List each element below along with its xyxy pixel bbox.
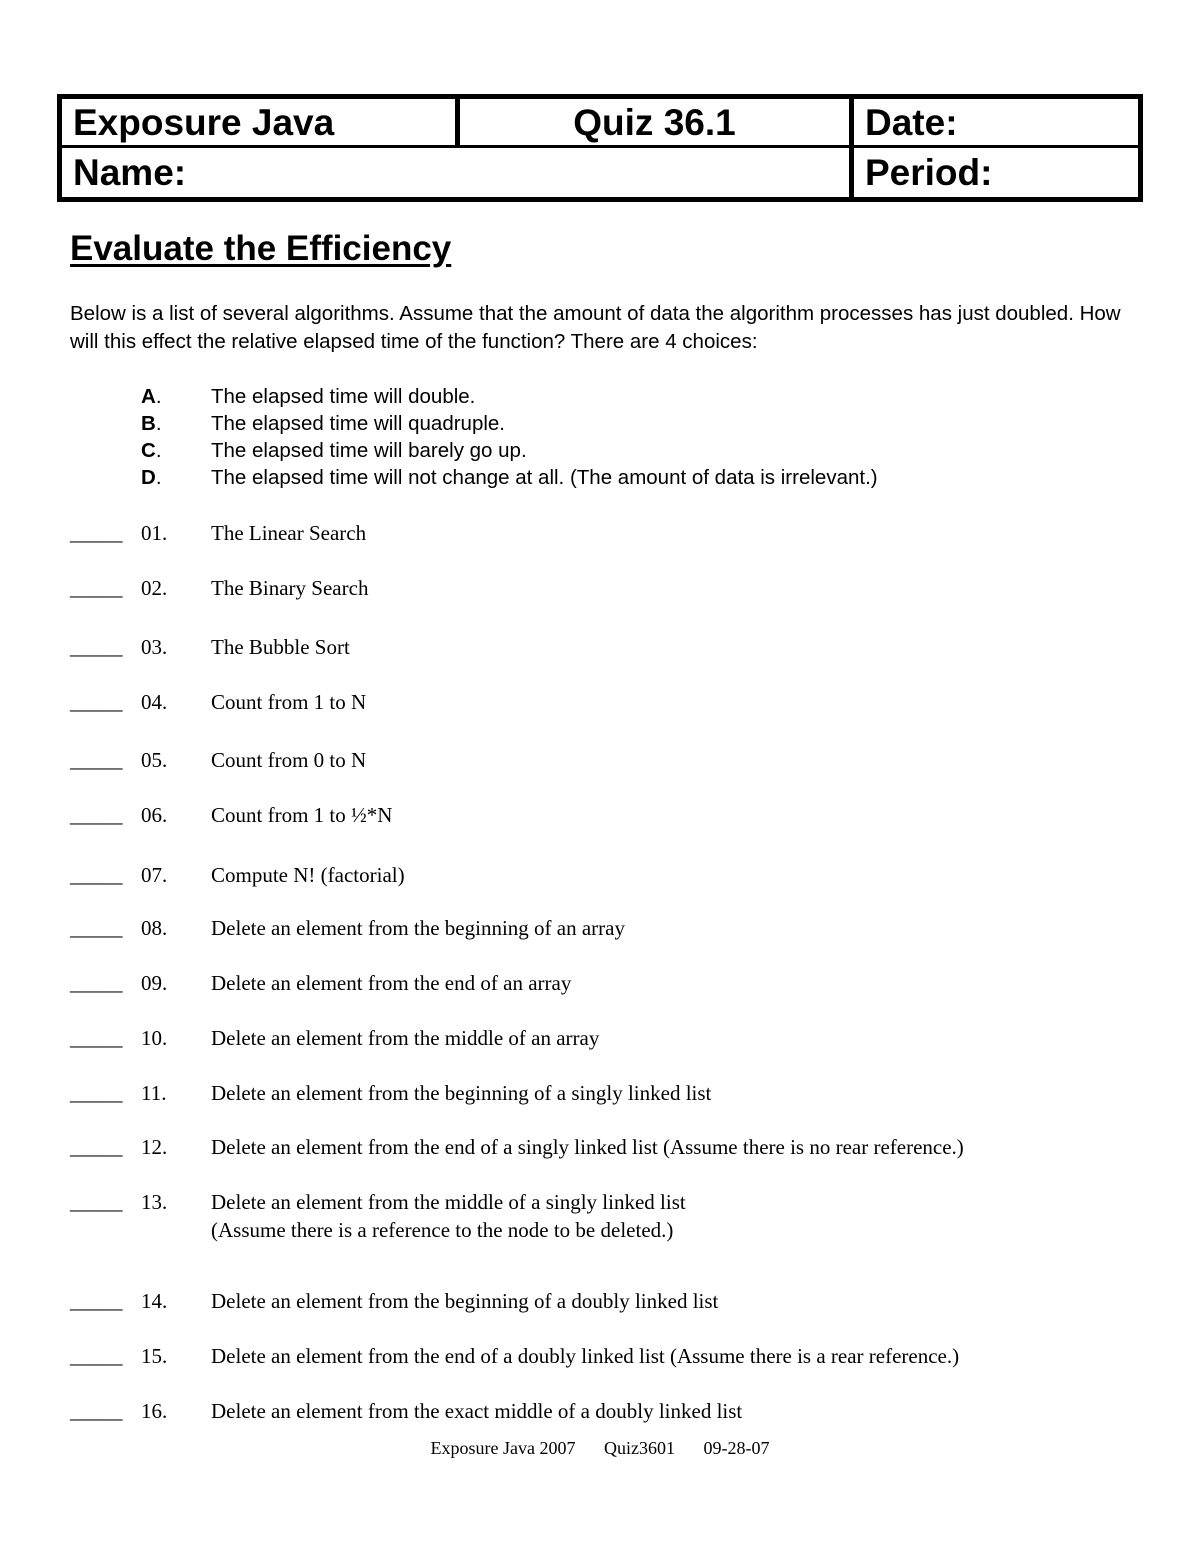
question-number: 06. [141,803,168,827]
question-text: Delete an element from the beginning of an array [211,916,625,940]
question-text: Delete an element from the middle of an array [211,1026,600,1050]
question-text: Compute N! (factorial) [211,863,405,887]
choice-text: The elapsed time will double. [211,385,476,408]
name-label: Name: [62,148,854,197]
choice-letter: C. [141,439,162,462]
question-text: The Linear Search [211,521,367,545]
question-number: 15. [141,1344,168,1368]
choice-text: The elapsed time will not change at all. (The amount of data is irrelevant.) [211,466,878,489]
question-number: 01. [141,521,168,545]
answer-blank[interactable]: _____ [70,1399,123,1423]
page-footer [0,1436,1200,1460]
answer-blank[interactable]: _____ [70,635,123,659]
answer-blank[interactable]: _____ [70,1081,123,1105]
question-text: Delete an element from the end of a doubly linked list (Assume there is a rear reference.) [211,1344,960,1368]
question-text: The Bubble Sort [211,635,350,659]
answer-blank[interactable]: _____ [70,1190,123,1214]
question-number: 09. [141,971,168,995]
question-text: Delete an element from the beginning of a doubly linked list [211,1289,719,1313]
choice-text: The elapsed time will barely go up. [211,439,527,462]
question-text: Count from 1 to N [211,690,367,714]
question-number: 05. [141,748,168,772]
answer-blank[interactable]: _____ [70,1344,123,1368]
question-number: 08. [141,916,168,940]
answer-blank[interactable]: _____ [70,971,123,995]
question-text: Delete an element from the exact middle of a doubly linked list [211,1399,743,1423]
question-number: 02. [141,576,168,600]
question-number: 13. [141,1190,168,1214]
answer-blank[interactable]: _____ [70,521,123,545]
question-text-note: (Assume there is a reference to the node to be deleted.) [211,1218,674,1242]
answer-blank[interactable]: _____ [70,1026,123,1050]
quiz-header-table [57,94,1143,202]
answer-blank[interactable]: _____ [70,576,123,600]
question-text: Count from 1 to ½*N [211,803,393,827]
footer-date: 09-28-07 [703,1438,770,1458]
question-number: 10. [141,1026,168,1050]
question-number: 04. [141,690,168,714]
choice-item [0,383,1100,410]
question-number: 03. [141,635,168,659]
question-text: Count from 0 to N [211,748,367,772]
choice-text: The elapsed time will quadruple. [211,412,505,435]
choice-letter: A. [141,385,162,408]
answer-blank[interactable]: _____ [70,803,123,827]
choice-item [0,464,1100,491]
question-number: 14. [141,1289,168,1313]
question-text: Delete an element from the middle of a singly linked list [211,1190,686,1214]
course-title: Exposure Java [62,99,460,148]
date-label: Date: [854,99,1138,148]
page-title: Evaluate the Efficiency [70,229,452,268]
answer-blank[interactable]: _____ [70,1135,123,1159]
answer-blank[interactable]: _____ [70,690,123,714]
choice-letter: D. [141,466,162,489]
choice-item [0,437,1100,464]
question-text: Delete an element from the beginning of a singly linked list [211,1081,712,1105]
footer-quiz-id: Quiz3601 [603,1438,675,1458]
question-number: 12. [141,1135,168,1159]
question-text: Delete an element from the end of an array [211,971,572,995]
question-text: The Binary Search [211,576,369,600]
question-item [0,1188,1150,1244]
instructions-text: Below is a list of several algorithms. Assume that the amount of data the algorithm processes has just doubled. How will this effect the relative elapsed time of the function? There are 4 choices: [70,302,1121,353]
question-number: 16. [141,1399,168,1423]
footer-book: Exposure Java 2007 [430,1438,576,1458]
question-text: Delete an element from the end of a singly linked list (Assume there is no rear reference.) [211,1135,964,1159]
question-number: 07. [141,863,168,887]
answer-blank[interactable]: _____ [70,916,123,940]
period-label: Period: [865,152,993,193]
quiz-number: Quiz 36.1 [460,99,854,148]
question-number: 11. [141,1081,167,1105]
answer-blank[interactable]: _____ [70,863,123,887]
answer-blank[interactable]: _____ [70,748,123,772]
choice-item [0,410,1100,437]
answer-blank[interactable]: _____ [70,1289,123,1313]
choice-letter: B. [141,412,162,435]
